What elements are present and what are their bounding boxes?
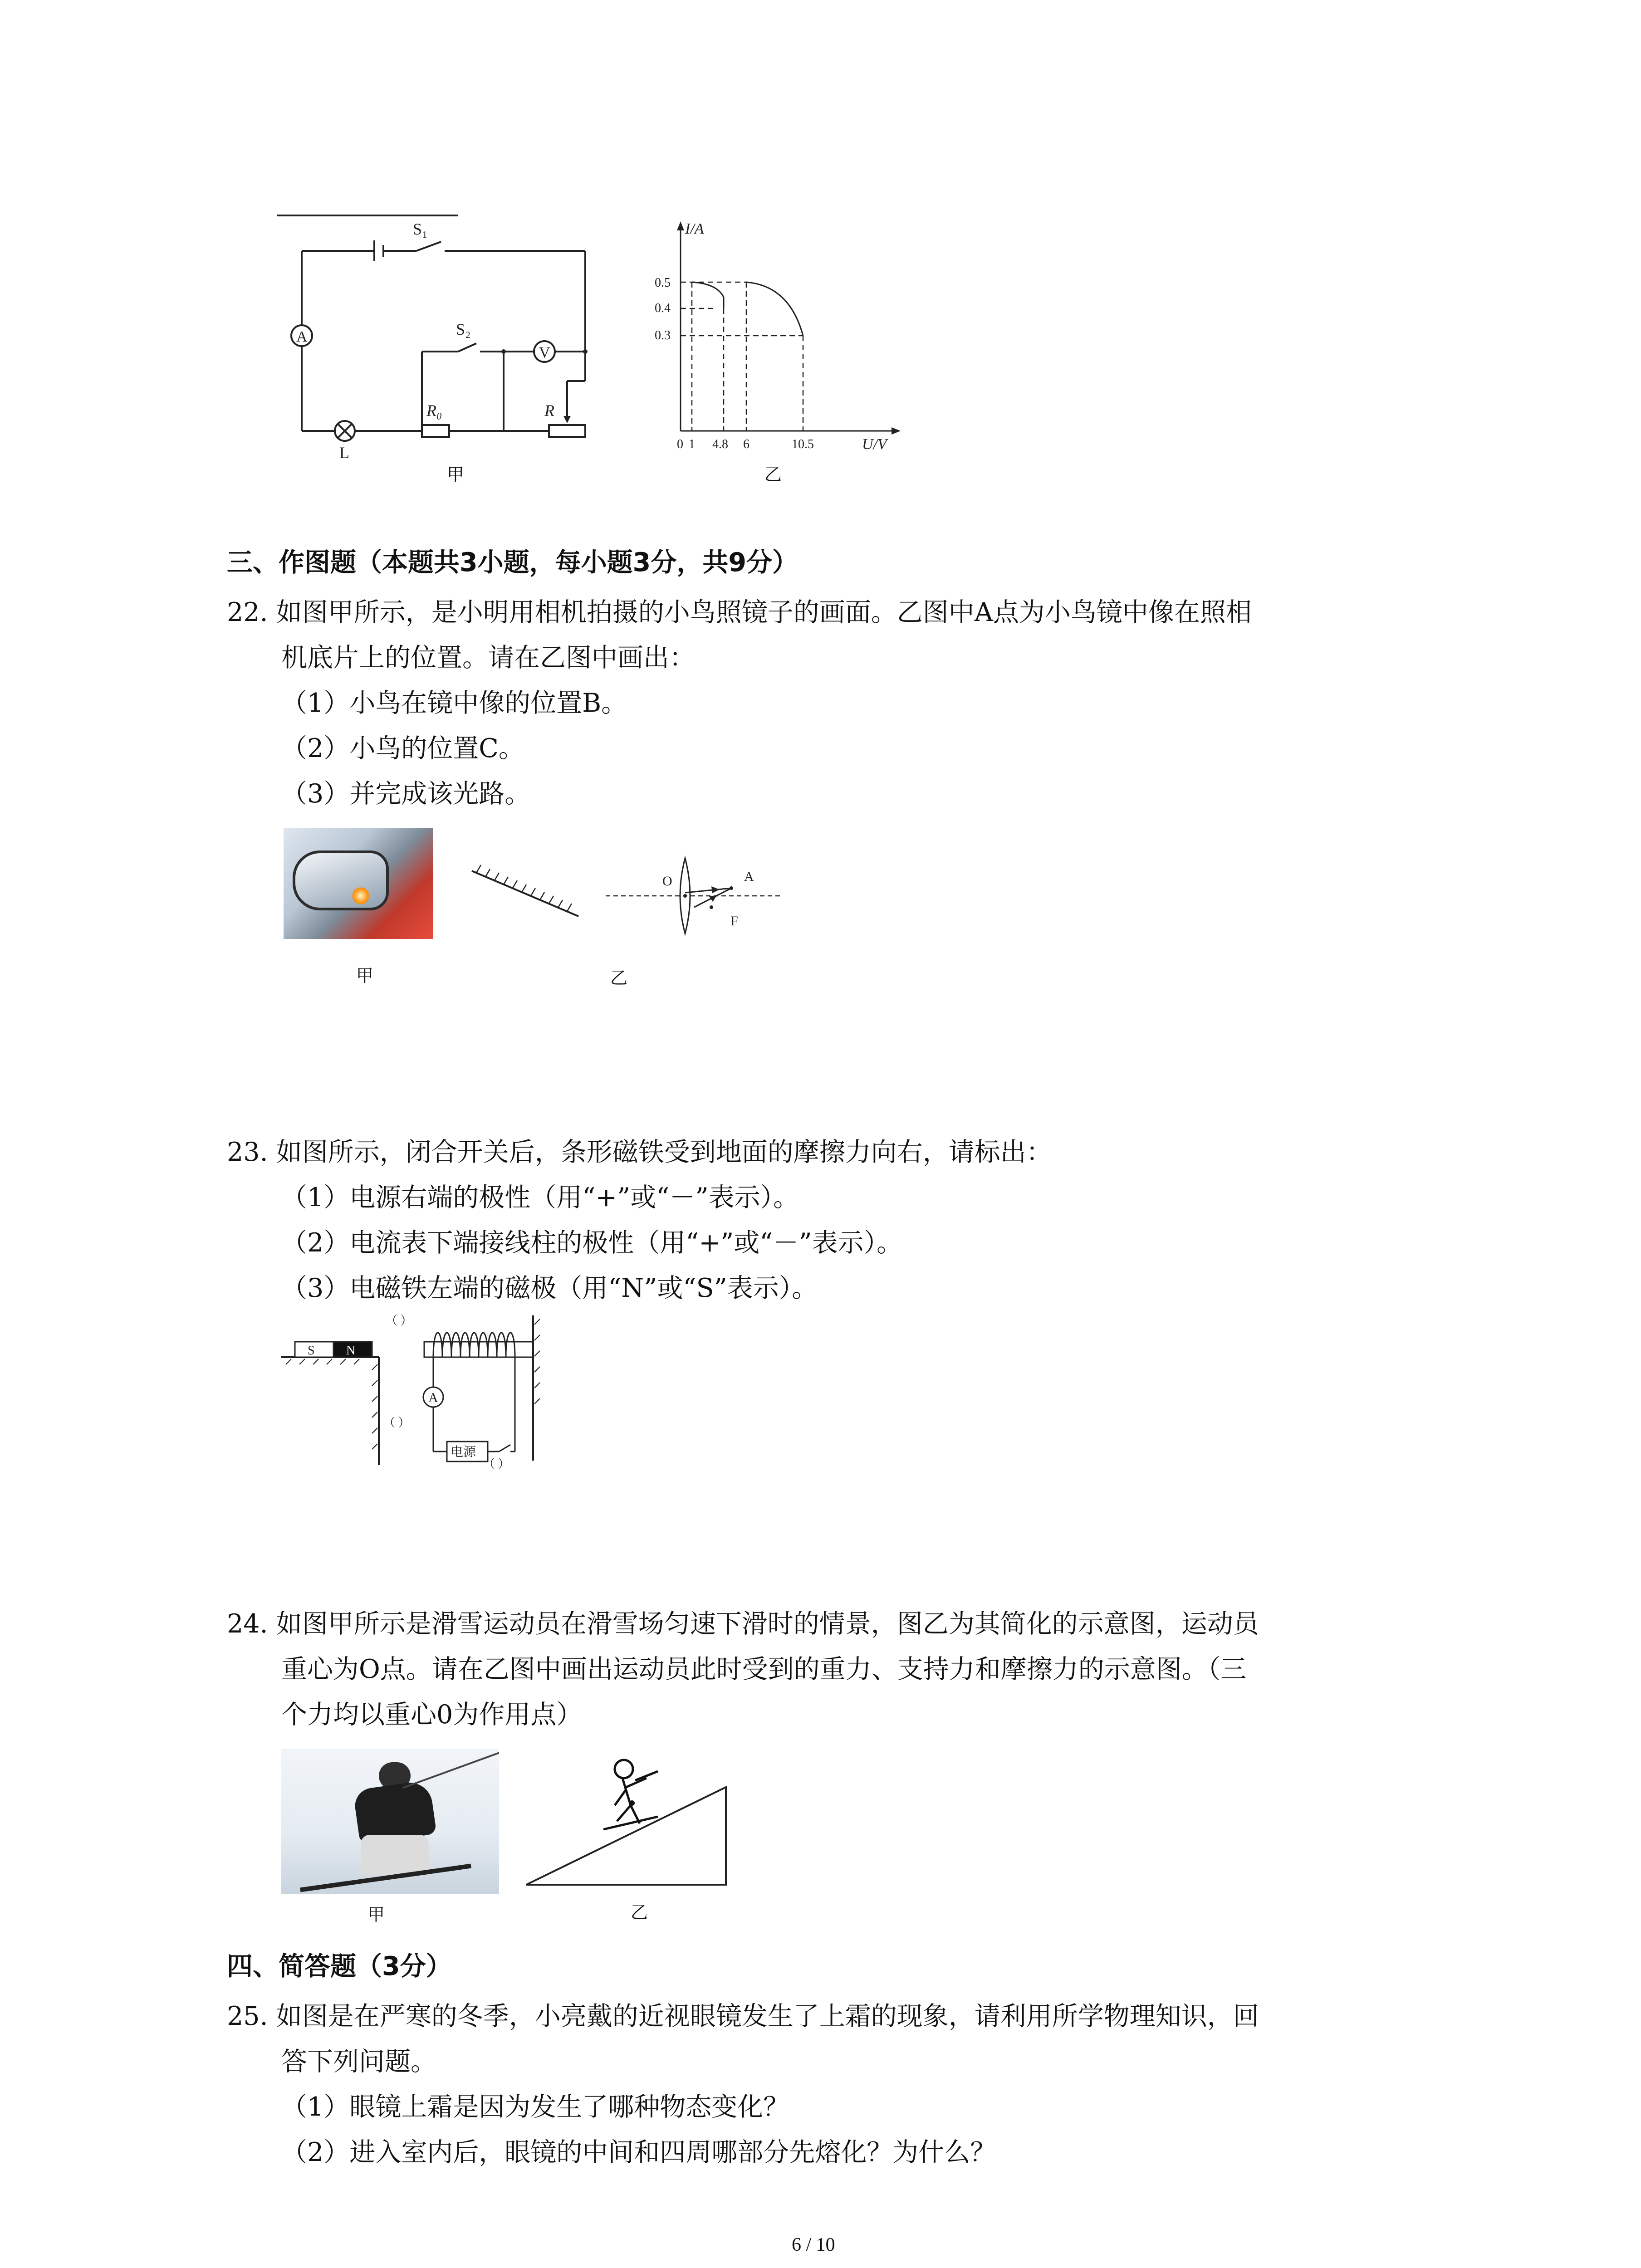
q23-item3: （3）电磁铁左端的磁极（用“N”或“S”表示）。 bbox=[281, 1273, 818, 1303]
q25-item1: （1）眼镜上霜是因为发生了哪种物态变化？ bbox=[281, 2092, 789, 2122]
magnet-n-label: N bbox=[346, 1344, 356, 1358]
q24-caption-jia: 甲 bbox=[367, 1905, 385, 1925]
q25-line2: 答下列问题。 bbox=[281, 2047, 436, 2077]
s1-label: S₁ bbox=[413, 220, 428, 238]
q23-item1: （1）电源右端的极性（用“+”或“－”表示）。 bbox=[281, 1183, 799, 1212]
q23-item2: （2）电流表下端接线柱的极性（用“+”或“－”表示）。 bbox=[281, 1228, 903, 1258]
q23-line1: 23. 如图所示，闭合开关后，条形磁铁受到地面的摩擦力向右，请标出： bbox=[227, 1137, 1052, 1167]
magnet-s-label: S bbox=[308, 1344, 315, 1358]
lens-f-label: F bbox=[730, 914, 738, 929]
power-source-label: 电源 bbox=[451, 1445, 476, 1459]
x-tick-10.5: 10.5 bbox=[792, 437, 814, 451]
r0-label: R₀ bbox=[426, 401, 442, 420]
y-tick-0.5: 0.5 bbox=[655, 276, 671, 290]
page-number: 6 / 10 bbox=[792, 2234, 835, 2255]
x-tick-6: 6 bbox=[743, 437, 749, 451]
voltmeter-label: V bbox=[539, 344, 550, 361]
q22-line2: 机底片上的位置。请在乙图中画出： bbox=[281, 643, 695, 673]
ammeter-label: A bbox=[296, 328, 308, 345]
q25-line1: 25. 如图是在严寒的冬季，小亮戴的近视眼镜发生了上霜的现象，请利用所学物理知识，回 bbox=[227, 2001, 1259, 2031]
circuit-diagram-jia bbox=[272, 206, 599, 488]
blank-power-right: （ ） bbox=[483, 1457, 510, 1470]
s2-label: S₂ bbox=[456, 320, 471, 338]
skier-photo bbox=[281, 1749, 499, 1894]
lens-diagram bbox=[603, 853, 785, 948]
plane-mirror bbox=[467, 864, 585, 923]
y-tick-0.4: 0.4 bbox=[655, 301, 671, 315]
caption-yi-fig21: 乙 bbox=[764, 464, 782, 484]
q22-caption-jia: 甲 bbox=[356, 966, 374, 986]
q22-item2: （2）小鸟的位置C。 bbox=[281, 733, 524, 763]
y-axis-label: I/A bbox=[685, 220, 704, 237]
q22-line1: 22. 如图甲所示，是小明用相机拍摄的小鸟照镜子的画面。乙图中A点为小鸟镜中像在照相 bbox=[227, 597, 1252, 627]
section-3-title: 三、作图题（本题共3小题，每小题3分，共9分） bbox=[227, 547, 798, 577]
q25-item2: （2）进入室内后，眼镜的中间和四周哪部分先熔化？为什么？ bbox=[281, 2137, 996, 2167]
x-axis-label: U/V bbox=[862, 436, 887, 453]
car-mirror-photo bbox=[284, 828, 433, 939]
q24-line1: 24. 如图甲所示是滑雪运动员在滑雪场匀速下滑时的情景，图乙为其简化的示意图，运动员 bbox=[227, 1609, 1259, 1639]
blank-coil-left: （ ） bbox=[386, 1314, 412, 1327]
caption-jia-fig21: 甲 bbox=[447, 464, 465, 484]
q22-item1: （1）小鸟在镜中像的位置B。 bbox=[281, 688, 627, 718]
blank-ammeter-lower: （ ） bbox=[383, 1416, 410, 1429]
q22-caption-yi: 乙 bbox=[610, 968, 628, 988]
q23-ammeter-label: A bbox=[428, 1390, 438, 1405]
lens-o-label: O bbox=[662, 874, 672, 889]
q22-item3: （3）并完成该光路。 bbox=[281, 779, 531, 809]
lens-a-label: A bbox=[744, 869, 754, 884]
slope-diagram bbox=[522, 1753, 735, 1894]
x-tick-1: 1 bbox=[689, 437, 695, 451]
q24-line3: 个力均以重心0为作用点） bbox=[281, 1700, 583, 1730]
x-tick-4.8: 4.8 bbox=[712, 437, 728, 451]
lamp-label: L bbox=[339, 444, 349, 462]
y-tick-0.3: 0.3 bbox=[655, 328, 671, 342]
q24-caption-yi: 乙 bbox=[631, 1902, 648, 1922]
section-4-title: 四、简答题（3分） bbox=[227, 1951, 452, 1981]
r-label: R bbox=[544, 401, 554, 420]
iu-graph-yi bbox=[640, 213, 921, 467]
electromagnet-diagram bbox=[281, 1306, 563, 1470]
q24-line2: 重心为O点。请在乙图中画出运动员此时受到的重力、支持力和摩擦力的示意图。（三 bbox=[281, 1654, 1247, 1684]
x-tick-0: 0 bbox=[677, 437, 683, 451]
